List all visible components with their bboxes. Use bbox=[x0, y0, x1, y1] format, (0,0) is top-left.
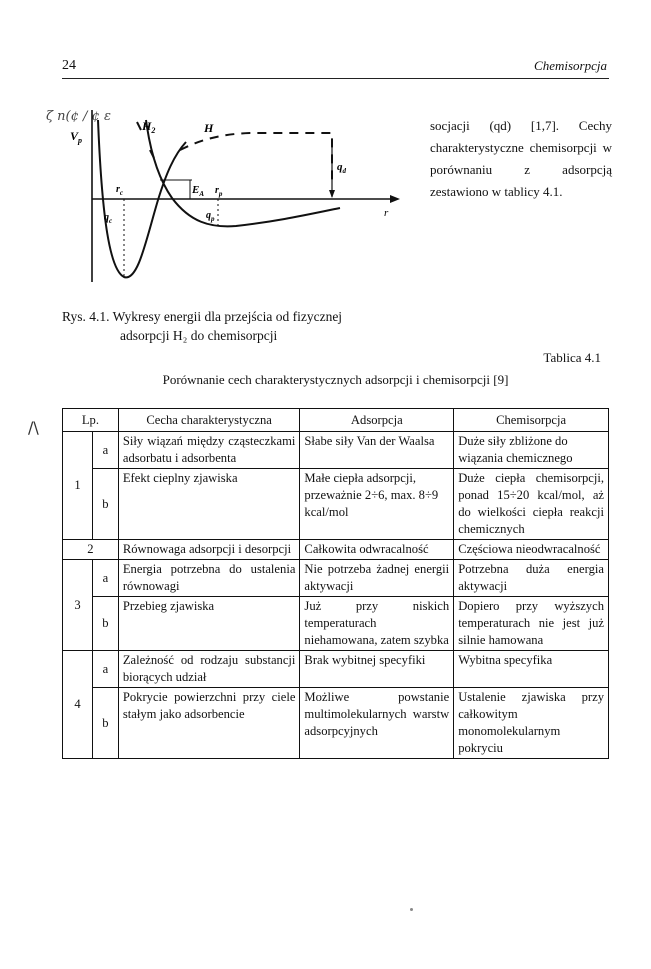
row-chemisorpcja: Duże ciepła chemisorpcji, ponad 15÷20 kcal/mol, aż do wielkości ciepła reakcji chemicznych bbox=[454, 469, 609, 540]
row-cecha: Pokrycie powierzchni przy ciele stałym jako adsorbencie bbox=[118, 688, 300, 759]
header-cecha: Cecha charakterystyczna bbox=[118, 409, 300, 432]
row-chemisorpcja: Duże siły zbliżone do wiązania chemicznego bbox=[454, 432, 609, 469]
row-sub: a bbox=[92, 651, 118, 688]
table-row bbox=[63, 597, 609, 651]
page-number: 24 bbox=[62, 58, 76, 73]
row-chemisorpcja: Częściowa nieodwracalność bbox=[454, 540, 609, 560]
handwritten-note: ζ n(¢ / ¢ ε bbox=[46, 109, 111, 124]
row-cecha: Energia potrzebna do ustalenia równowagi bbox=[118, 560, 300, 597]
label-r: r bbox=[384, 207, 389, 219]
row-lp: 2 bbox=[63, 540, 119, 560]
row-cecha: Równowaga adsorpcji i desorpcji bbox=[118, 540, 300, 560]
row-adsorpcja: Małe ciepła adsorpcji, przeważnie 2÷6, max. 8÷9 kcal/mol bbox=[300, 469, 454, 540]
row-chemisorpcja: Ustalenie zjawiska przy całkowitym monomolekularnym pokryciu bbox=[454, 688, 609, 759]
row-sub: b bbox=[92, 469, 118, 540]
header-lp: Lp. bbox=[63, 409, 119, 432]
label-ea: $E_A$ bbox=[192, 184, 205, 198]
table-title: Porównanie cech charakterystycznych adsorpcji i chemisorpcji [9] bbox=[162, 372, 509, 387]
row-cecha: Efekt cieplny zjawiska bbox=[118, 469, 300, 540]
row-sub: a bbox=[92, 432, 118, 469]
label-qc: $q_c$ bbox=[104, 212, 113, 225]
dissociation-line bbox=[180, 133, 332, 180]
label-qp: $q_p$ bbox=[206, 210, 215, 223]
table-row bbox=[63, 688, 609, 759]
row-adsorpcja: Możliwe powstanie multimolekularnych warstw adsorpcyjnych bbox=[300, 688, 454, 759]
row-chemisorpcja: Potrzebna duża energia aktywacji bbox=[454, 560, 609, 597]
label-qd: $q_d$ bbox=[337, 161, 346, 175]
table-row bbox=[63, 540, 609, 560]
caption-line-1: Rys. 4.1. Wykresy energii dla przejścia od fizycznej bbox=[62, 309, 343, 324]
row-chemisorpcja: Wybitna specyfika bbox=[454, 651, 609, 688]
row-adsorpcja: Brak wybitnej specyfiki bbox=[300, 651, 454, 688]
comparison-table bbox=[62, 408, 609, 759]
header-rule bbox=[62, 78, 609, 79]
running-title: Chemisorpcja bbox=[534, 58, 607, 73]
label-h2: $H_2$ bbox=[142, 119, 156, 135]
x-axis-arrow-icon bbox=[390, 195, 400, 203]
label-h: H bbox=[204, 121, 214, 135]
row-cecha: Siły wiązań między cząsteczkami adsorbatu i adsorbenta bbox=[118, 432, 300, 469]
row-lp: 1 bbox=[63, 432, 93, 540]
label-rc: $r_c$ bbox=[116, 184, 124, 197]
row-lp: 4 bbox=[63, 651, 93, 759]
row-sub: a bbox=[92, 560, 118, 597]
label-rp: $r_p$ bbox=[215, 185, 223, 198]
row-adsorpcja: Całkowita odwracalność bbox=[300, 540, 454, 560]
energy-diagram bbox=[40, 100, 410, 305]
h2-tick bbox=[137, 122, 141, 130]
side-paragraph: socjacji (qd) [1,7]. Cechy charakterystyczne chemisorpcji w porównaniu z adsorpcją zestawiono w tablicy 4.1. bbox=[430, 118, 612, 199]
table-row bbox=[63, 651, 609, 688]
physisorption-curve bbox=[146, 120, 340, 226]
table-row bbox=[63, 560, 609, 597]
table-row bbox=[63, 469, 609, 540]
qd-arrowhead-icon bbox=[329, 190, 335, 198]
row-adsorpcja: Już przy niskich temperaturach niehamowana, zatem szybka bbox=[300, 597, 454, 651]
row-adsorpcja: Słabe siły Van der Waalsa bbox=[300, 432, 454, 469]
table-number: Tablica 4.1 bbox=[543, 350, 601, 365]
header-chemisorpcja: Chemisorpcja bbox=[454, 409, 609, 432]
row-sub: b bbox=[92, 597, 118, 651]
row-cecha: Przebieg zjawiska bbox=[118, 597, 300, 651]
margin-mark: /\ bbox=[28, 418, 39, 437]
row-cecha: Zależność od rodzaju substancji biorących udział bbox=[118, 651, 300, 688]
table-row bbox=[63, 432, 609, 469]
row-sub: b bbox=[92, 688, 118, 759]
figure-caption bbox=[62, 307, 482, 345]
row-adsorpcja: Nie potrzeba żadnej energii aktywacji bbox=[300, 560, 454, 597]
table-header-row bbox=[63, 409, 609, 432]
label-vp: $V_p$ bbox=[70, 129, 83, 145]
caption-line-2: adsorpcji H₂ do chemisorpcji bbox=[120, 328, 278, 343]
header-adsorpcja: Adsorpcja bbox=[300, 409, 454, 432]
page-speck bbox=[410, 908, 413, 911]
row-lp: 3 bbox=[63, 560, 93, 651]
row-chemisorpcja: Dopiero przy wyższych temperaturach nie jest już silnie hamowana bbox=[454, 597, 609, 651]
